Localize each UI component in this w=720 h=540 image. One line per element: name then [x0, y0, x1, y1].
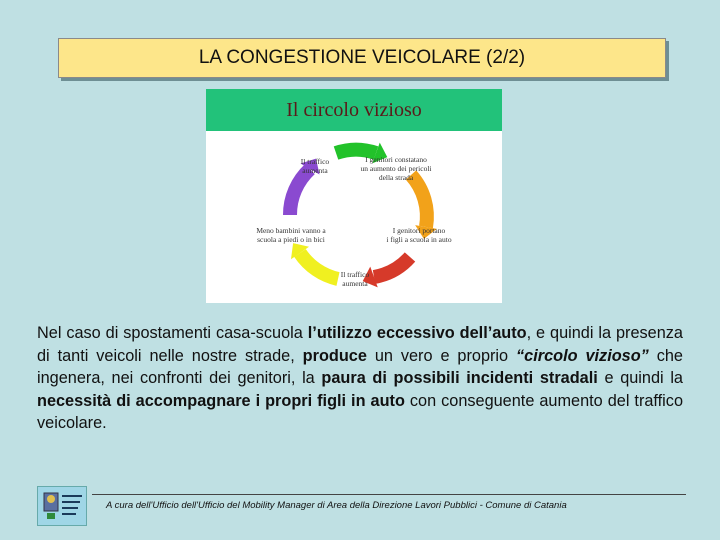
footer-divider [92, 494, 686, 495]
body-text-6: con conseguente aumento del traffico veicolare. [37, 391, 683, 432]
body-text-3: un vero e proprio [366, 346, 517, 365]
slide-title [58, 38, 666, 78]
footer-credit: A cura dell'Ufficio dell'Ufficio del Mobility Manager di Area della Direzione Lavori Pubblici - Comune di Catania [106, 500, 567, 511]
vicious-circle-figure [206, 89, 502, 303]
cycle-arc-orange [411, 175, 427, 227]
body-text-4: che ingenera, nei confronti dei genitori, la [37, 346, 683, 387]
body-paragraph [37, 322, 683, 435]
figure-label-4: Meno bambini vanno a scuola a piedi o in bici [256, 226, 326, 244]
figure-label-2: I genitori portano i figli a scuola in auto [386, 226, 452, 244]
cycle-arc-purple [290, 169, 310, 215]
body-bold-4: necessità di accompagnare i propri figli in auto [37, 391, 405, 410]
slide-title-text: LA CONGESTIONE VEICOLARE (2/2) [198, 47, 526, 68]
mobility-manager-logo [37, 486, 87, 526]
body-bold-2: produce [302, 346, 367, 365]
figure-label-5: Il traffico aumenta [300, 157, 330, 175]
body-text-1: Nel caso di spostamenti casa-scuola [37, 324, 308, 342]
body-bold-1: l’utilizzo eccessivo dell’auto [307, 324, 527, 342]
body-text-2: , e quindi la presenza di tanti veicoli nelle nostre strade, [37, 324, 683, 365]
figure-label-3: Il traffico aumenta [340, 270, 370, 288]
logo-icon [38, 487, 86, 525]
body-italic-1: “circolo vizioso” [516, 346, 649, 365]
figure-label-1: I genitori constatano un aumento dei pericoli della strada [360, 155, 432, 182]
cycle-arc-green [336, 150, 376, 153]
figure-title: Il circolo vizioso [286, 99, 422, 121]
body-bold-3: paura di possibili incidenti stradali [321, 369, 598, 387]
body-text-5: e quindi la [597, 369, 683, 387]
